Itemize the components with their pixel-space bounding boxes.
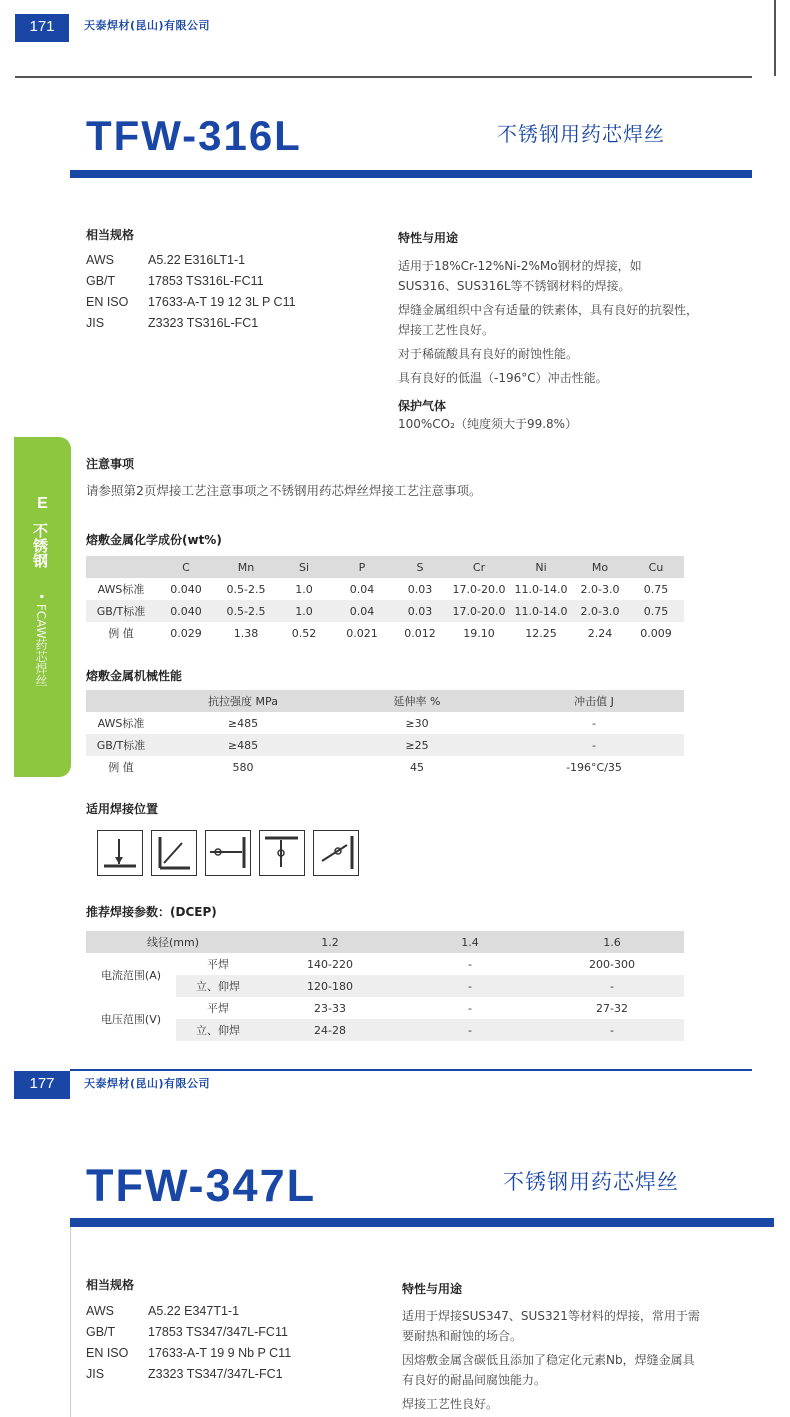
product-title: TFW-316L <box>86 112 302 159</box>
spec-row: AWS A5.22 E347T1-1 <box>86 1304 240 1318</box>
vertical-position-icon <box>313 830 359 876</box>
spec-row: EN ISO 17633-A-T 19 12 3L P C11 <box>86 295 296 309</box>
horizontal-fillet-position-icon <box>151 830 197 876</box>
category-sidebar <box>14 437 71 777</box>
specs-list <box>86 1301 291 1385</box>
table-row: 电流范围(A) 平焊 140-220 - 200-300 <box>86 953 684 975</box>
table-row: 立、仰焊 24-28 - - <box>86 1019 684 1041</box>
positions-heading: 适用焊接位置 <box>86 802 159 816</box>
gas-heading: 保护气体 <box>398 399 447 413</box>
top-frame-line <box>15 76 752 78</box>
specs-list <box>86 250 296 334</box>
mech-header: 延伸率 % <box>330 690 504 712</box>
chem-header: Ni <box>510 556 572 578</box>
gas-text: 100%CO₂（纯度须大于99.8%） <box>398 417 578 431</box>
spec-row: JIS Z3323 TS347/347L-FC1 <box>86 1367 283 1381</box>
company-name: 天泰焊材(昆山)有限公司 <box>84 19 211 32</box>
mech-header <box>86 690 156 712</box>
table-row: AWS标准 0.040 0.5-2.5 1.0 0.04 0.03 17.0-20.0 11.0-14.0 2.0-3.0 0.75 <box>97 582 669 596</box>
product-title: TFW-347L <box>86 1160 317 1211</box>
chem-heading: 熔敷金属化学成份(wt%) <box>86 533 222 547</box>
features-heading: 特性与用途 <box>402 1282 463 1296</box>
mech-header: 冲击值 J <box>504 690 684 712</box>
table-row: 电压范围(V) 平焊 23-33 - 27-32 <box>86 997 684 1019</box>
mech-heading: 熔敷金属机械性能 <box>86 669 183 683</box>
feature-item: 适用于焊接SUS347、SUS321等材料的焊接，常用于需要耐热和耐蚀的场合。 <box>402 1309 700 1343</box>
chem-header: Mn <box>216 556 276 578</box>
chem-table <box>86 556 684 644</box>
spec-row: AWS A5.22 E316LT1-1 <box>86 253 246 267</box>
features-heading: 特性与用途 <box>398 231 459 245</box>
params-header: 1.6 <box>540 931 684 953</box>
params-header: 1.2 <box>260 931 400 953</box>
chem-header: C <box>156 556 216 578</box>
page-divider <box>70 1069 752 1071</box>
feature-item: 焊接工艺性良好。 <box>402 1397 499 1411</box>
sidebar-letter: E <box>37 495 48 512</box>
specs-heading: 相当规格 <box>86 1278 135 1292</box>
features-text <box>402 1306 702 1417</box>
spec-row: JIS Z3323 TS316L-FC1 <box>86 316 259 330</box>
page-number: 177 <box>14 1071 70 1099</box>
params-heading: 推荐焊接参数：(DCEP) <box>86 905 217 919</box>
feature-item: 因熔敷金属含碳低且添加了稳定化元素Nb，焊缝金属具有良好的耐晶间腐蚀能力。 <box>402 1353 695 1387</box>
features-text <box>398 256 698 392</box>
chem-header: S <box>392 556 448 578</box>
feature-item: 具有良好的低温（-196°C）冲击性能。 <box>398 371 608 385</box>
product-subtitle: 不锈钢用药芯焊丝 <box>497 122 665 146</box>
chem-header: Si <box>276 556 332 578</box>
table-row: 立、仰焊 120-180 - - <box>86 975 684 997</box>
specs-heading: 相当规格 <box>86 228 135 242</box>
title-divider <box>70 170 752 178</box>
sidebar-subcategory: • FCAW药芯焊丝 <box>34 593 48 687</box>
company-name: 天泰焊材(昆山)有限公司 <box>84 1077 211 1090</box>
product-subtitle: 不锈钢用药芯焊丝 <box>503 1170 679 1194</box>
table-row: AWS标准 ≥485 ≥30 - <box>97 716 596 730</box>
table-row: 例 值 0.029 1.38 0.52 0.021 0.012 19.10 12.25 2.24 0.009 <box>108 626 672 640</box>
chem-header: Cr <box>448 556 510 578</box>
chem-header: Mo <box>572 556 628 578</box>
notes-text: 请参照第2页焊接工艺注意事项之不锈钢用药芯焊丝焊接工艺注意事项。 <box>86 483 482 498</box>
chem-header <box>86 556 156 578</box>
positions-icons <box>97 830 367 876</box>
spec-row: GB/T 17853 TS316L-FC11 <box>86 274 264 288</box>
right-frame-line <box>774 0 776 76</box>
title-divider <box>70 1218 774 1227</box>
horizontal-position-icon <box>205 830 251 876</box>
feature-item: 焊缝金属组织中含有适量的铁素体，具有良好的抗裂性，焊接工艺性良好。 <box>398 303 699 337</box>
overhead-position-icon <box>259 830 305 876</box>
chem-header: Cu <box>628 556 684 578</box>
sidebar-category: 不锈钢 <box>31 523 49 568</box>
params-header: 线径(mm) <box>86 931 260 953</box>
mech-table <box>86 690 684 778</box>
table-row: 例 值 580 45 -196°C/35 <box>108 760 622 774</box>
spec-row: EN ISO 17633-A-T 19 9 Nb P C11 <box>86 1346 292 1360</box>
table-row: GB/T标准 0.040 0.5-2.5 1.0 0.04 0.03 17.0-20.0 11.0-14.0 2.0-3.0 0.75 <box>86 600 684 622</box>
feature-item: 适用于18%Cr-12%Ni-2%Mo钢材的焊接，如SUS316、SUS316L等不锈钢材料的焊接。 <box>398 259 642 293</box>
notes-heading: 注意事项 <box>86 457 135 471</box>
table-row: GB/T标准 ≥485 ≥25 - <box>86 734 684 756</box>
params-header: 1.4 <box>400 931 540 953</box>
feature-item: 对于稀硫酸具有良好的耐蚀性能。 <box>398 347 579 361</box>
mech-header: 抗拉强度 MPa <box>156 690 330 712</box>
chem-header: P <box>332 556 392 578</box>
spec-row: GB/T 17853 TS347/347L-FC11 <box>86 1325 288 1339</box>
left-frame-line <box>70 1227 71 1417</box>
page-number: 171 <box>15 14 69 42</box>
flat-position-icon <box>97 830 143 876</box>
params-table <box>86 931 684 1041</box>
